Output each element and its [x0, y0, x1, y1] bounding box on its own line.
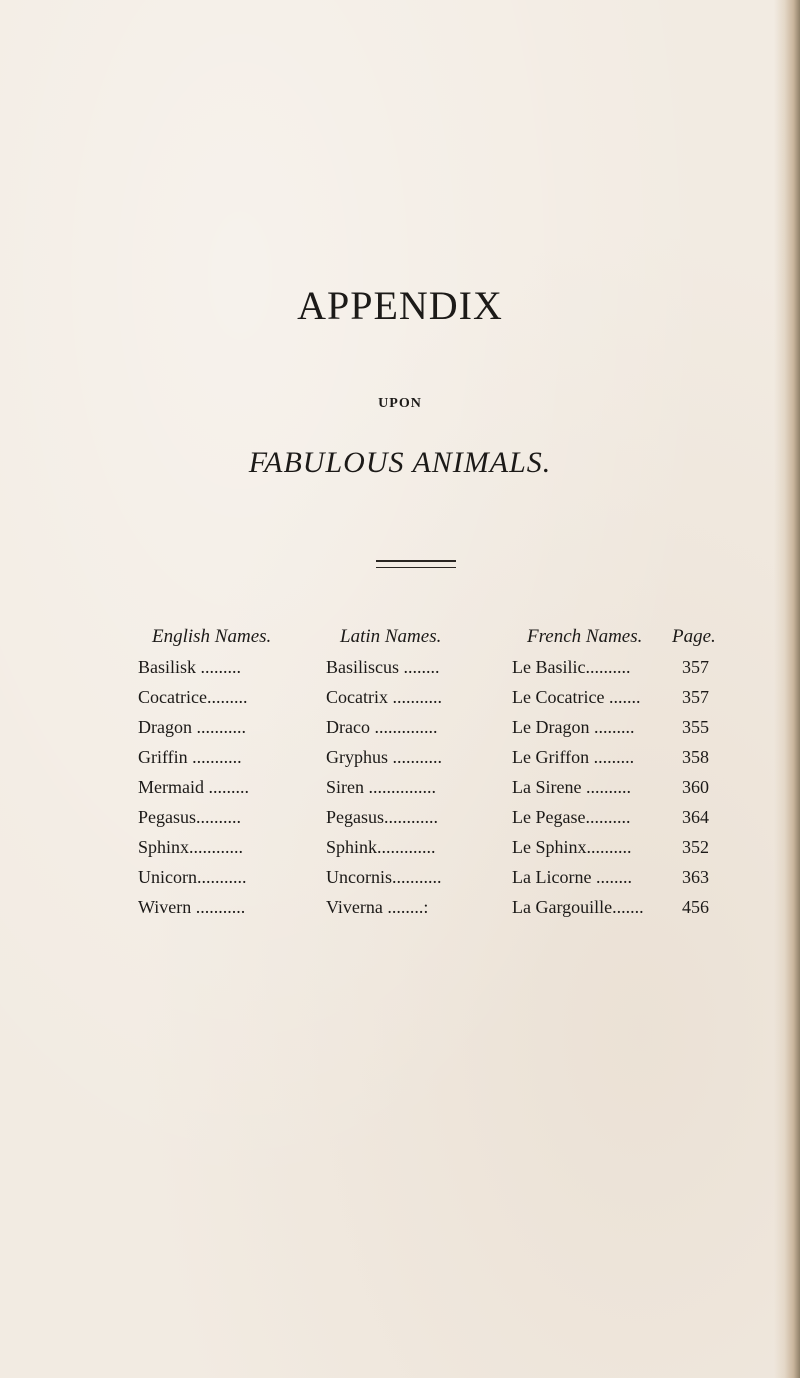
page-number: 358: [682, 747, 709, 767]
latin-name: Pegasus............: [326, 807, 438, 827]
latin-name: Sphink.............: [326, 837, 436, 857]
table-row: [0, 897, 800, 927]
latin-name: Siren ...............: [326, 777, 436, 797]
page-title: APPENDIX: [297, 283, 503, 328]
french-name: Le Pegase..........: [512, 807, 631, 827]
french-name: La Sirene ..........: [512, 777, 631, 797]
french-name: Le Griffon .........: [512, 747, 635, 767]
page-number: 357: [682, 687, 709, 707]
french-name: La Gargouille.......: [512, 897, 644, 917]
french-name: Le Sphinx..........: [512, 837, 632, 857]
page-number: 456: [682, 897, 709, 917]
english-name: Wivern ...........: [138, 897, 246, 917]
table-row: [0, 777, 800, 807]
table-row: [0, 837, 800, 867]
section-heading: FABULOUS ANIMALS.: [248, 446, 552, 479]
page-number: 364: [682, 807, 709, 827]
page-number: 355: [682, 717, 709, 737]
header-english-names: English Names.: [152, 626, 272, 647]
latin-name: Basiliscus ........: [326, 657, 440, 677]
header-french-names: French Names.: [527, 626, 643, 647]
table-row: [0, 747, 800, 777]
latin-name: Draco ..............: [326, 717, 438, 737]
latin-name: Cocatrix ...........: [326, 687, 442, 707]
page-number: 360: [682, 777, 709, 797]
table-row: [0, 687, 800, 717]
page-number: 352: [682, 837, 709, 857]
french-name: La Licorne ........: [512, 867, 632, 887]
latin-name: Gryphus ...........: [326, 747, 442, 767]
ornamental-rule: [376, 560, 456, 568]
french-name: Le Basilic..........: [512, 657, 631, 677]
page-subtitle: UPON: [378, 396, 422, 411]
header-page: Page.: [672, 626, 716, 647]
table-row: [0, 657, 800, 687]
english-name: Pegasus..........: [138, 807, 241, 827]
table-row: [0, 717, 800, 747]
english-name: Dragon ...........: [138, 717, 246, 737]
english-name: Basilisk .........: [138, 657, 242, 677]
page-number: 357: [682, 657, 709, 677]
table-row: [0, 807, 800, 837]
english-name: Unicorn...........: [138, 867, 247, 887]
english-name: Griffin ...........: [138, 747, 242, 767]
latin-name: Uncornis...........: [326, 867, 442, 887]
header-latin-names: Latin Names.: [340, 626, 442, 647]
english-name: Mermaid .........: [138, 777, 249, 797]
latin-name: Viverna ........:: [326, 897, 429, 917]
table-row: [0, 867, 800, 897]
french-name: Le Cocatrice .......: [512, 687, 641, 707]
english-name: Cocatrice.........: [138, 687, 248, 707]
english-name: Sphinx............: [138, 837, 244, 857]
page-number: 363: [682, 867, 709, 887]
french-name: Le Dragon .........: [512, 717, 635, 737]
